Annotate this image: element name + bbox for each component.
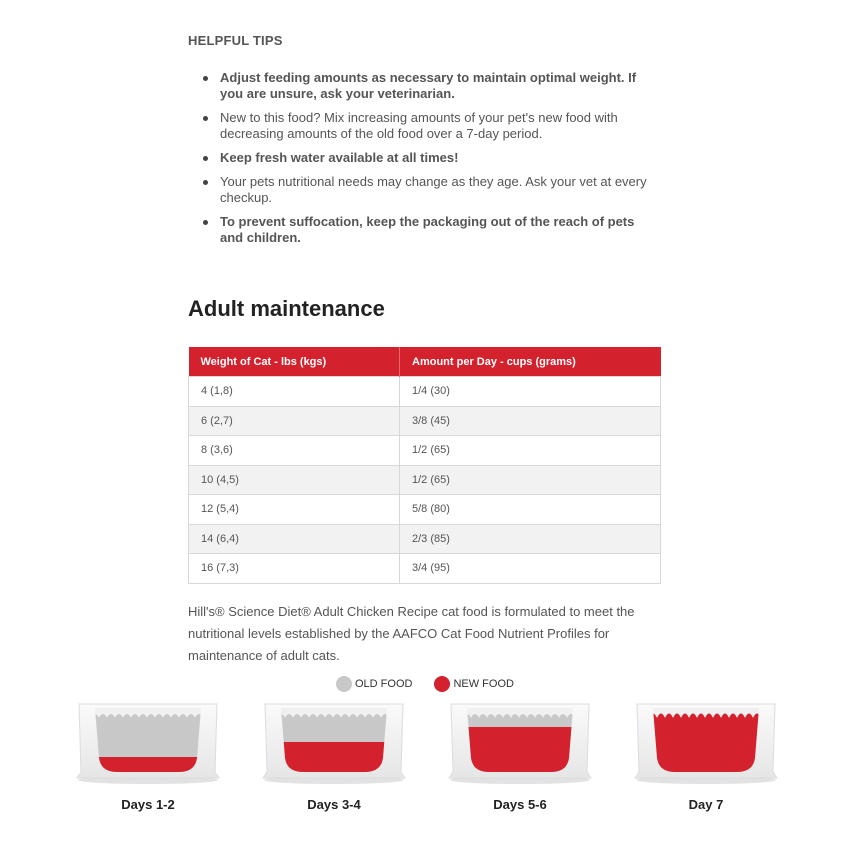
feeding-table xyxy=(188,347,661,584)
food-bowl xyxy=(633,700,779,786)
bullet-icon xyxy=(203,116,208,121)
legend-old-food xyxy=(336,676,412,692)
weight-cell: 12 (5,4) xyxy=(189,495,400,525)
amount-cell: 3/4 (95) xyxy=(400,554,661,584)
bullet-icon xyxy=(203,220,208,225)
bowl-label: Days 5-6 xyxy=(493,797,547,812)
amount-cell: 5/8 (80) xyxy=(400,495,661,525)
table-row xyxy=(189,495,661,525)
legend-new-food xyxy=(434,676,514,692)
tip-item xyxy=(188,174,658,206)
tip-item xyxy=(188,70,658,102)
food-bowl xyxy=(75,700,221,786)
section-title: Adult maintenance xyxy=(188,296,385,321)
amount-cell: 1/2 (65) xyxy=(400,465,661,495)
aafco-note: Hill's® Science Diet® Adult Chicken Recipe cat food is formulated to meet the nutritional levels established by the AAFCO Cat Food Nutrient Profiles for maintenance of adult cats. xyxy=(188,604,635,663)
weight-cell: 10 (4,5) xyxy=(189,465,400,495)
table-row xyxy=(189,436,661,466)
tip-item xyxy=(188,110,658,142)
tips-heading: HELPFUL TIPS xyxy=(188,33,283,48)
weight-cell: 6 (2,7) xyxy=(189,406,400,436)
legend-new-label: NEW FOOD xyxy=(453,678,514,690)
tips-list xyxy=(188,70,658,254)
weight-cell: 4 (1,8) xyxy=(189,377,400,407)
bowl-label: Days 3-4 xyxy=(307,797,361,812)
tip-text: Keep fresh water available at all times! xyxy=(220,150,459,165)
amount-cell: 3/8 (45) xyxy=(400,406,661,436)
bullet-icon xyxy=(203,156,208,161)
table-row xyxy=(189,465,661,495)
legend-old-label: OLD FOOD xyxy=(355,678,413,690)
food-bowl xyxy=(447,700,593,786)
tip-item xyxy=(188,150,658,166)
table-header-weight: Weight of Cat - lbs (kgs) xyxy=(189,347,400,377)
new-food-dot-icon xyxy=(434,676,450,692)
table-header-amount: Amount per Day - cups (grams) xyxy=(400,347,661,377)
table-row xyxy=(189,554,661,584)
table-row xyxy=(189,377,661,407)
bowl-label: Days 1-2 xyxy=(121,797,175,812)
tip-text: Your pets nutritional needs may change as they age. Ask your vet at every checkup. xyxy=(220,174,647,205)
weight-cell: 8 (3,6) xyxy=(189,436,400,466)
tip-item xyxy=(188,214,658,246)
bowl-label: Day 7 xyxy=(688,797,724,812)
bullet-icon xyxy=(203,76,208,81)
amount-cell: 1/2 (65) xyxy=(400,436,661,466)
food-legend xyxy=(336,676,514,692)
bullet-icon xyxy=(203,180,208,185)
tip-text: Adjust feeding amounts as necessary to maintain optimal weight. If you are unsure, ask your veterinarian. xyxy=(220,70,637,101)
food-bowl xyxy=(261,700,407,786)
weight-cell: 14 (6,4) xyxy=(189,524,400,554)
tip-text: New to this food? Mix increasing amounts of your pet's new food with decreasing amounts of the old food over a 7-day period. xyxy=(220,110,618,141)
amount-cell: 1/4 (30) xyxy=(400,377,661,407)
table-row xyxy=(189,524,661,554)
old-food-dot-icon xyxy=(336,676,352,692)
tip-text: To prevent suffocation, keep the packaging out of the reach of pets and children. xyxy=(220,214,635,245)
table-row xyxy=(189,406,661,436)
weight-cell: 16 (7,3) xyxy=(189,554,400,584)
amount-cell: 2/3 (85) xyxy=(400,524,661,554)
